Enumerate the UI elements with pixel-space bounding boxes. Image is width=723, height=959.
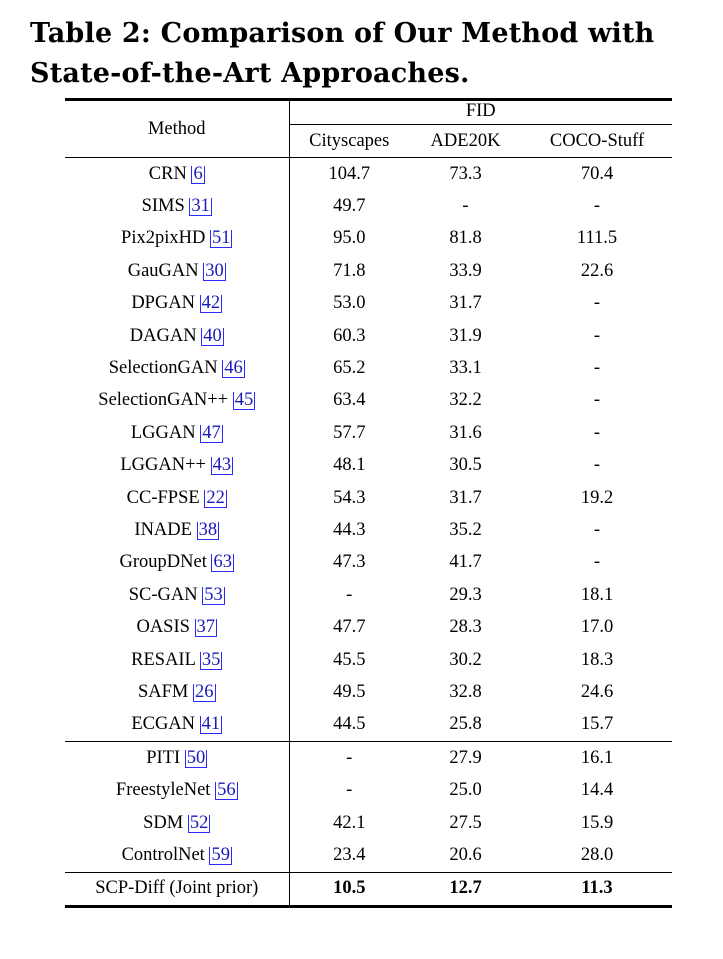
method-cell	[65, 450, 289, 482]
table-row	[65, 223, 672, 255]
ade20k-cell: 41.7	[449, 552, 482, 573]
ade20k-cell: 33.1	[449, 358, 482, 379]
citation-link[interactable]: 40	[203, 325, 222, 346]
cityscapes-cell: 104.7	[289, 158, 409, 191]
citation-link[interactable]: 30	[205, 260, 224, 281]
table-row	[65, 807, 672, 839]
cityscapes-cell: -	[346, 780, 353, 801]
table-row	[65, 450, 672, 482]
method-name: SAFM	[137, 681, 189, 702]
citation-link[interactable]: 56	[217, 780, 236, 801]
method-name: OASIS	[136, 617, 190, 638]
cityscapes-cell: 44.5	[333, 714, 366, 735]
ade20k-cell: 25.0	[449, 780, 482, 801]
method-cell: SCP-Diff (Joint prior)	[65, 872, 289, 905]
coco-stuff-cell: -	[593, 422, 601, 443]
citation-link[interactable]: 46	[224, 358, 243, 379]
ade20k-cell: 27.5	[449, 812, 482, 833]
table-row	[65, 547, 672, 579]
table-row	[65, 482, 672, 514]
ade20k-cell: -	[462, 196, 469, 217]
cityscapes-cell: 71.8	[333, 260, 366, 281]
table-row-scp-diff	[65, 872, 672, 905]
citation-link[interactable]: 45	[234, 390, 254, 411]
method-cell	[65, 774, 289, 806]
method-cell	[65, 385, 289, 417]
method-cell	[65, 514, 289, 546]
citation-link[interactable]: 59	[211, 844, 230, 865]
method-cell	[65, 742, 289, 775]
method-cell	[65, 223, 289, 255]
method-cell	[65, 482, 289, 514]
cityscapes-cell: 47.3	[333, 552, 366, 573]
cityscapes-cell: 23.4	[333, 844, 366, 865]
coco-stuff-cell: 16.1	[522, 742, 672, 775]
header-row-group	[65, 101, 672, 125]
table-body-final	[65, 872, 672, 905]
table-row	[65, 417, 672, 449]
method-name: LGGAN	[130, 422, 196, 443]
cityscapes-cell: 47.7	[333, 617, 366, 638]
coco-stuff-cell: 11.3	[522, 872, 672, 905]
method-cell	[65, 352, 289, 384]
coco-stuff-cell: 17.0	[580, 617, 614, 638]
citation-link[interactable]: 50	[186, 747, 206, 768]
column-header-ade20k: ADE20K	[409, 125, 522, 158]
table-row	[65, 742, 672, 775]
method-cell	[65, 676, 289, 708]
ade20k-cell: 31.9	[449, 325, 482, 346]
method-name: SDM	[143, 812, 184, 833]
cityscapes-cell: 48.1	[333, 455, 366, 476]
coco-stuff-cell: -	[593, 519, 601, 540]
method-cell	[65, 190, 289, 222]
method-name: SelectionGAN	[108, 358, 218, 379]
ade20k-cell: 27.9	[409, 742, 522, 775]
citation-link[interactable]: 37	[196, 617, 216, 638]
citation-link[interactable]: 53	[204, 584, 223, 605]
ade20k-cell: 31.7	[449, 293, 482, 314]
coco-stuff-cell: 14.4	[580, 780, 614, 801]
results-table-container	[65, 98, 672, 908]
method-cell	[65, 417, 289, 449]
column-header-coco-stuff: COCO-Stuff	[522, 125, 672, 158]
method-name: SIMS	[141, 196, 185, 217]
ade20k-cell: 12.7	[409, 872, 522, 905]
table-body-group-2	[65, 742, 672, 873]
ade20k-cell: 73.3	[409, 158, 522, 191]
ade20k-cell: 25.8	[449, 714, 482, 735]
coco-stuff-cell: -	[593, 293, 601, 314]
method-name: CC-FPSE	[126, 487, 200, 508]
table-row	[65, 514, 672, 546]
table-row	[65, 579, 672, 611]
coco-stuff-cell: -	[593, 455, 601, 476]
ade20k-cell: 33.9	[449, 260, 482, 281]
method-cell	[65, 320, 289, 352]
cityscapes-cell: 95.0	[333, 228, 366, 249]
ade20k-cell: 30.2	[449, 649, 482, 670]
fid-group-header: FID	[289, 101, 672, 125]
coco-stuff-cell: -	[593, 552, 601, 573]
ade20k-cell: 32.8	[449, 681, 482, 702]
cityscapes-cell: 44.3	[333, 519, 366, 540]
citation-link[interactable]: 52	[189, 812, 209, 833]
method-name: RESAIL	[131, 649, 196, 670]
table-row	[65, 644, 672, 676]
method-name: INADE	[134, 519, 192, 540]
method-cell	[65, 579, 289, 611]
cityscapes-cell: 54.3	[333, 487, 366, 508]
results-table	[65, 101, 672, 905]
citation-link[interactable]: 47	[202, 422, 221, 443]
table-row	[65, 611, 672, 643]
method-name: GauGAN	[127, 260, 199, 281]
method-cell	[65, 611, 289, 643]
cityscapes-cell: 63.4	[333, 390, 366, 411]
citation-link[interactable]: 31	[191, 196, 210, 217]
bottom-rule	[65, 905, 672, 908]
cityscapes-cell: 65.2	[333, 358, 366, 379]
ade20k-cell: 29.3	[449, 584, 482, 605]
citation-link[interactable]: 6	[193, 163, 203, 184]
method-name: PITI	[146, 747, 181, 768]
coco-stuff-cell: 18.1	[580, 584, 614, 605]
table-row	[65, 676, 672, 708]
table-row	[65, 320, 672, 352]
table-row	[65, 385, 672, 417]
ade20k-cell: 81.8	[449, 228, 482, 249]
coco-stuff-cell: 22.6	[580, 260, 614, 281]
table-row	[65, 158, 672, 191]
citation-link[interactable]: 22	[206, 487, 225, 508]
ade20k-cell: 31.7	[449, 487, 482, 508]
coco-stuff-cell: 15.9	[580, 812, 614, 833]
method-name: FreestyleNet	[115, 780, 211, 801]
column-header-cityscapes: Cityscapes	[289, 125, 409, 158]
cityscapes-cell: 60.3	[333, 325, 366, 346]
table-body-group-1	[65, 158, 672, 742]
coco-stuff-cell: -	[593, 196, 601, 217]
method-cell	[65, 839, 289, 872]
method-cell	[65, 158, 289, 191]
cityscapes-cell: 49.5	[333, 681, 366, 702]
method-name: DPGAN	[131, 293, 196, 314]
cityscapes-cell: 53.0	[333, 293, 366, 314]
ade20k-cell: 28.3	[449, 617, 482, 638]
method-cell	[65, 709, 289, 742]
coco-stuff-cell: -	[593, 358, 601, 379]
method-name: CRN	[148, 163, 187, 184]
caption-line-2: State-of-the-Art Approaches.	[30, 58, 470, 89]
method-name: LGGAN++	[120, 455, 206, 476]
coco-stuff-cell: -	[593, 390, 601, 411]
citation-link[interactable]: 51	[211, 228, 231, 249]
table-row	[65, 709, 672, 742]
coco-stuff-cell: 19.2	[580, 487, 614, 508]
table-caption	[30, 14, 720, 94]
method-cell	[65, 644, 289, 676]
coco-stuff-cell: 15.7	[580, 714, 614, 735]
table-row	[65, 190, 672, 222]
coco-stuff-cell: 18.3	[580, 649, 614, 670]
method-name: SC-GAN	[128, 584, 198, 605]
caption-line-1: Table 2: Comparison of Our Method with	[30, 18, 655, 49]
ade20k-cell: 35.2	[449, 519, 482, 540]
method-name: DAGAN	[129, 325, 197, 346]
method-name: SelectionGAN++	[98, 390, 229, 411]
method-cell	[65, 547, 289, 579]
method-cell	[65, 807, 289, 839]
method-header: Method	[65, 101, 289, 158]
coco-stuff-cell: 24.6	[580, 681, 614, 702]
ade20k-cell: 31.6	[449, 422, 482, 443]
method-name: Pix2pixHD	[121, 228, 206, 249]
cityscapes-cell: 42.1	[333, 812, 366, 833]
method-name: GroupDNet	[119, 552, 207, 573]
citation-link[interactable]: 42	[201, 293, 221, 314]
citation-link[interactable]: 41	[201, 714, 221, 735]
cityscapes-cell: -	[289, 742, 409, 775]
coco-stuff-cell: 111.5	[576, 228, 618, 249]
cityscapes-cell: -	[346, 584, 353, 605]
coco-stuff-cell: 70.4	[522, 158, 672, 191]
table-row	[65, 774, 672, 806]
method-name: ControlNet	[121, 844, 205, 865]
ade20k-cell: 20.6	[449, 844, 482, 865]
cityscapes-cell: 49.7	[333, 196, 366, 217]
table-row	[65, 255, 672, 287]
citation-link[interactable]: 38	[198, 519, 218, 540]
ade20k-cell: 30.5	[449, 455, 482, 476]
citation-link[interactable]: 43	[212, 455, 232, 476]
method-name: ECGAN	[131, 714, 196, 735]
ade20k-cell: 32.2	[449, 390, 482, 411]
method-cell	[65, 288, 289, 320]
cityscapes-cell: 57.7	[333, 422, 366, 443]
citation-link[interactable]: 35	[201, 649, 221, 670]
citation-link[interactable]: 63	[213, 552, 232, 573]
cityscapes-cell: 45.5	[333, 649, 366, 670]
coco-stuff-cell: 28.0	[580, 844, 614, 865]
table-row	[65, 352, 672, 384]
coco-stuff-cell: -	[593, 325, 601, 346]
citation-link[interactable]: 26	[195, 681, 214, 702]
table-row	[65, 839, 672, 872]
method-cell	[65, 255, 289, 287]
cityscapes-cell: 10.5	[289, 872, 409, 905]
table-row	[65, 288, 672, 320]
